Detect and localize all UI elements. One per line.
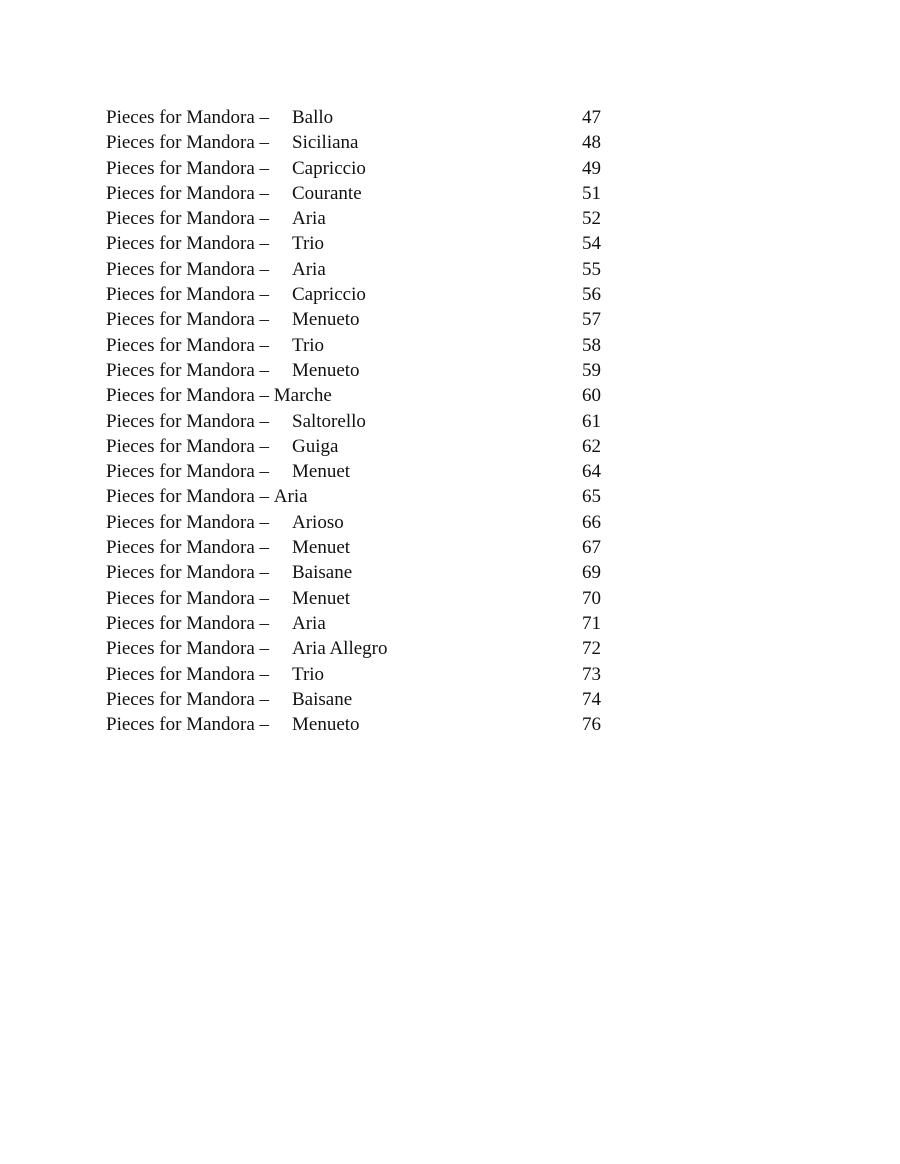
toc-entry-title: Menuet: [292, 461, 351, 483]
toc-entry-prefix: Pieces for Mandora –: [106, 208, 274, 230]
toc-entry-page-number: 57: [582, 309, 601, 331]
table-of-contents: [106, 105, 626, 737]
toc-entry-page-number: 70: [582, 587, 601, 609]
toc-entry-title: Guiga: [292, 435, 339, 457]
toc-entry-page-number: 52: [582, 208, 601, 230]
toc-entry-prefix: Pieces for Mandora –: [106, 309, 274, 331]
toc-entry: [106, 662, 626, 687]
toc-entry-title: Trio: [292, 233, 325, 255]
toc-entry-title: Marche: [273, 385, 332, 407]
toc-entry: [106, 586, 626, 611]
toc-entry-prefix: Pieces for Mandora –: [106, 688, 274, 710]
toc-entry-title: Aria: [273, 486, 308, 508]
toc-entry: [106, 636, 626, 661]
toc-entry-page-number: 69: [582, 562, 601, 584]
toc-entry-prefix: Pieces for Mandora –: [106, 714, 274, 736]
toc-entry-page-number: 74: [582, 688, 601, 710]
toc-entry: [106, 130, 626, 155]
toc-entry: [106, 687, 626, 712]
toc-entry-prefix: Pieces for Mandora –: [106, 157, 274, 179]
toc-entry-title: Aria Allegro: [292, 638, 388, 660]
toc-entry: [106, 307, 626, 332]
toc-entry-page-number: 48: [582, 132, 601, 154]
toc-entry-prefix: Pieces for Mandora –: [106, 612, 274, 634]
toc-entry-title: Aria: [292, 208, 326, 230]
toc-entry-title: Saltorello: [292, 410, 366, 432]
toc-entry-page-number: 61: [582, 410, 601, 432]
toc-entry: [106, 257, 626, 282]
toc-entry-prefix: Pieces for Mandora –: [106, 258, 274, 280]
toc-entry: [106, 282, 626, 307]
toc-entry: [106, 409, 626, 434]
toc-entry-page-number: 51: [582, 182, 601, 204]
toc-entry: [106, 358, 626, 383]
toc-entry-title: Menueto: [292, 309, 360, 331]
toc-entry-prefix: Pieces for Mandora –: [106, 334, 274, 356]
toc-entry-prefix: Pieces for Mandora –: [106, 638, 274, 660]
toc-entry: [106, 156, 626, 181]
toc-entry-title: Aria: [292, 612, 326, 634]
toc-entry: [106, 510, 626, 535]
toc-entry-title: Baisane: [292, 688, 353, 710]
toc-entry: [106, 611, 626, 636]
toc-entry-title: Siciliana: [292, 132, 359, 154]
toc-entry-prefix: Pieces for Mandora –: [106, 587, 274, 609]
toc-entry-title: Arioso: [292, 511, 344, 533]
toc-entry-page-number: 59: [582, 359, 601, 381]
toc-entry-title: Ballo: [292, 107, 334, 128]
toc-entry-title: Capriccio: [292, 284, 366, 306]
toc-entry-title: Trio: [292, 663, 325, 685]
toc-entry-prefix: Pieces for Mandora –: [106, 284, 274, 306]
toc-entry: [106, 231, 626, 256]
toc-entry-page-number: 62: [582, 435, 601, 457]
toc-entry: [106, 535, 626, 560]
toc-entry: [106, 560, 626, 585]
toc-entry: [106, 434, 626, 459]
toc-entry-prefix: Pieces for Mandora –: [106, 435, 274, 457]
toc-entry-page-number: 56: [582, 284, 601, 306]
toc-entry: [106, 105, 626, 130]
toc-entry-page-number: 73: [582, 663, 601, 685]
toc-entry-prefix: Pieces for Mandora –: [106, 182, 274, 204]
toc-entry-title: Menuet: [292, 587, 351, 609]
toc-entry: [106, 383, 626, 408]
toc-entry-prefix: Pieces for Mandora –: [106, 385, 274, 407]
toc-entry: [106, 206, 626, 231]
toc-entry-title: Courante: [292, 182, 362, 204]
toc-entry: [106, 459, 626, 484]
toc-entry-prefix: Pieces for Mandora –: [106, 132, 274, 154]
toc-entry-prefix: Pieces for Mandora –: [106, 410, 274, 432]
toc-entry-title: Baisane: [292, 562, 353, 584]
toc-entry-page-number: 64: [582, 461, 601, 483]
toc-entry-page-number: 67: [582, 537, 601, 559]
toc-entry-page-number: 65: [582, 486, 601, 508]
toc-entry-page-number: 72: [582, 638, 601, 660]
toc-entry-prefix: Pieces for Mandora –: [106, 107, 274, 128]
toc-entry-title: Trio: [292, 334, 325, 356]
toc-entry-prefix: Pieces for Mandora –: [106, 537, 274, 559]
toc-entry-title: Capriccio: [292, 157, 366, 179]
toc-entry-prefix: Pieces for Mandora –: [106, 233, 274, 255]
toc-entry: [106, 181, 626, 206]
toc-entry-page-number: 55: [582, 258, 601, 280]
toc-entry-title: Menueto: [292, 714, 360, 736]
toc-entry-prefix: Pieces for Mandora –: [106, 511, 274, 533]
toc-entry-page-number: 58: [582, 334, 601, 356]
toc-entry: [106, 333, 626, 358]
toc-entry-page-number: 60: [582, 385, 601, 407]
toc-entry-page-number: 54: [582, 233, 601, 255]
toc-entry-page-number: 71: [582, 612, 601, 634]
toc-entry-prefix: Pieces for Mandora –: [106, 663, 274, 685]
toc-entry: [106, 712, 626, 737]
toc-entry-prefix: Pieces for Mandora –: [106, 359, 274, 381]
toc-entry-prefix: Pieces for Mandora –: [106, 486, 274, 508]
toc-entry-title: Menueto: [292, 359, 360, 381]
toc-entry-title: Aria: [292, 258, 326, 280]
toc-entry: [106, 484, 626, 509]
toc-entry-prefix: Pieces for Mandora –: [106, 461, 274, 483]
toc-entry-prefix: Pieces for Mandora –: [106, 562, 274, 584]
toc-entry-page-number: 66: [582, 511, 601, 533]
toc-entry-title: Menuet: [292, 537, 351, 559]
toc-entry-page-number: 47: [582, 107, 601, 128]
toc-entry-page-number: 49: [582, 157, 601, 179]
toc-entry-page-number: 76: [582, 714, 601, 736]
